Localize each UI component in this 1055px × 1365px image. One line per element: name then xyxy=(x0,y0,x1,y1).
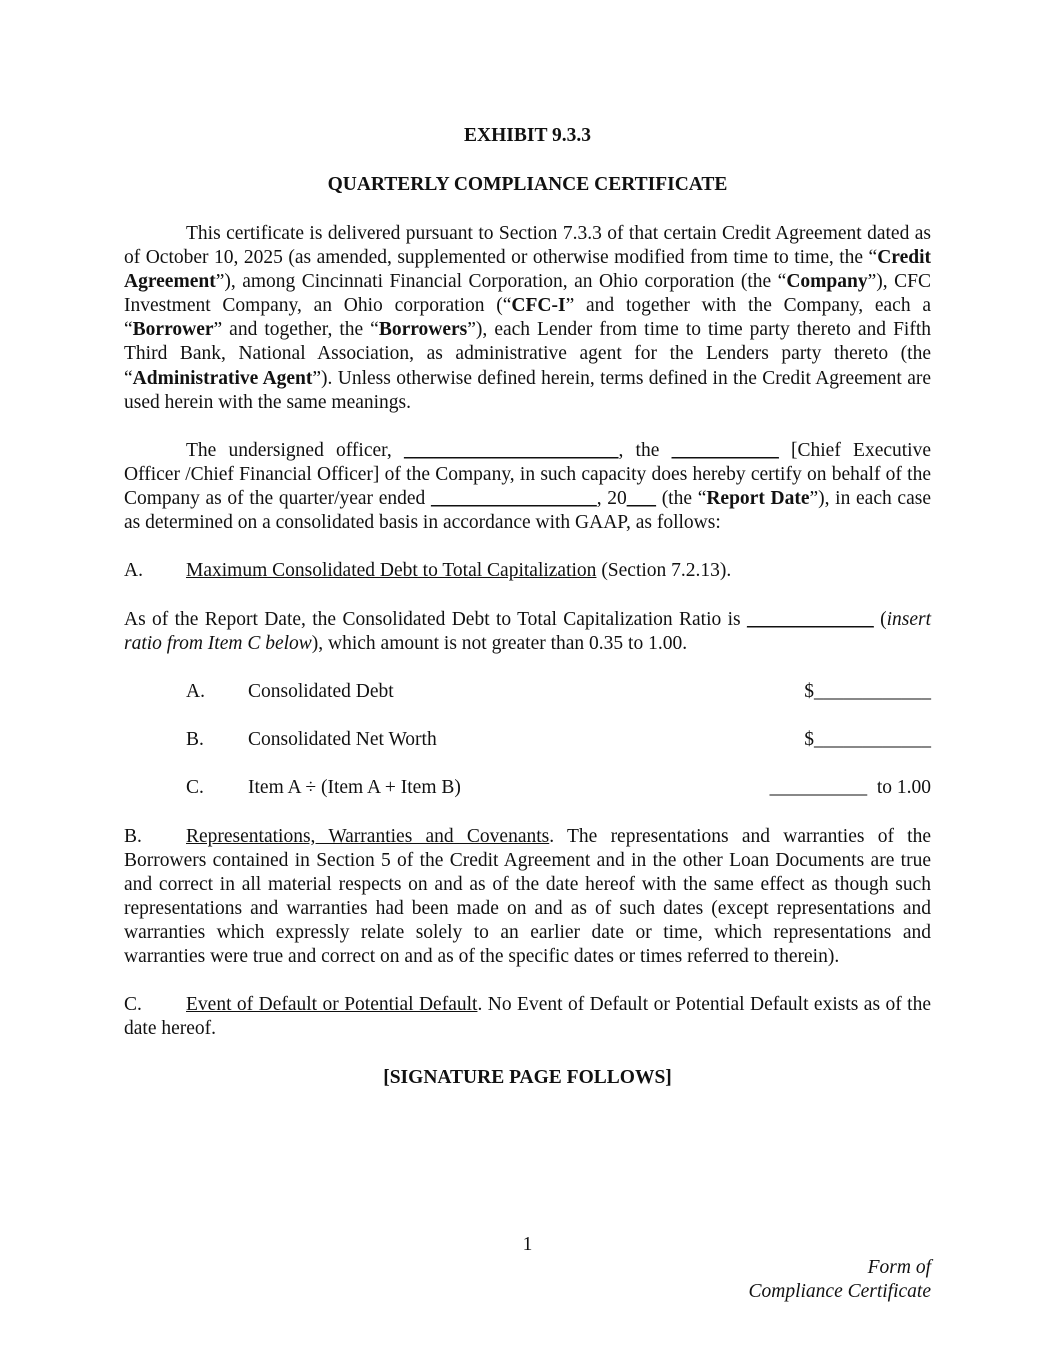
section-b-text: . The representations and warranties of the Borrowers contained in Section 5 of the Credit Agreement and in the other Loan Documents are true and correct in all material respects on and as of the date hereof with the same effect as though such representations and warranties had been made on and as of such dates (except representations and warranties which expressly relate solely to an earlier date or time, which representations and warranties were true and correct on and as of the specific dates or times referred to therein). xyxy=(124,826,931,968)
officer-title-blank: ___________ xyxy=(671,440,779,461)
document-title: QUARTERLY COMPLIANCE CERTIFICATE xyxy=(327,174,728,195)
term-report-date: Report Date xyxy=(706,488,810,510)
officer-name-blank: ______________________ xyxy=(403,440,619,461)
calc-row-ratio xyxy=(124,776,931,800)
insert-ratio-note: insert ratio from Item C below xyxy=(124,609,932,655)
cert-text-5: (the “ xyxy=(656,488,707,510)
calc-row-consolidated-net-worth xyxy=(124,728,931,752)
intro-text-3: ”), CFC Investment Company, an Ohio corporation (“ xyxy=(124,271,931,317)
cert-text-2: , the xyxy=(618,440,672,461)
calc-row-amount-blank: __________ to 1.00 xyxy=(769,777,931,798)
intro-text-5: ” and together, the “ xyxy=(213,319,379,341)
section-b-title: Representations, Warranties and Covenants xyxy=(186,826,550,847)
term-credit-agreement: Credit Agreement xyxy=(124,247,931,293)
intro-text-1: This certificate is delivered pursuant to Section 7.3.3 of that certain Credit Agreement dated as of October 10, 2025 (as amended, supplemented or otherwise modified from time to time, the “ xyxy=(124,223,931,269)
intro-paragraph xyxy=(124,222,931,415)
section-a-letter: A. xyxy=(124,560,143,581)
signature-page-note: [SIGNATURE PAGE FOLLOWS] xyxy=(383,1067,672,1088)
year-blank: ___ xyxy=(626,488,657,510)
section-a-text-3: ), which amount is not greater than 0.35 to 1.00. xyxy=(311,633,688,655)
intro-text-4: ” and together with the Company, each a “ xyxy=(124,295,931,341)
section-c-letter: C. xyxy=(124,994,142,1015)
calc-row-label: Item A ÷ (Item A + Item B) xyxy=(248,777,461,798)
section-b-paragraph xyxy=(124,825,931,970)
cert-text-4: , 20 xyxy=(596,488,627,510)
calc-row-label: Consolidated Debt xyxy=(248,681,394,702)
section-c-text: . No Event of Default or Potential Default exists as of the date hereof. xyxy=(124,994,931,1040)
calc-row-amount-blank: $____________ xyxy=(804,729,931,750)
term-borrower: Borrower xyxy=(132,319,214,341)
term-cfc-i: CFC-I xyxy=(511,295,566,317)
calc-row-letter: B. xyxy=(186,729,204,750)
page-number: 1 xyxy=(522,1234,533,1255)
section-a-paragraph xyxy=(124,608,931,656)
calc-row-amount-blank: $____________ xyxy=(804,681,931,702)
intro-text-7: ”). Unless otherwise defined herein, terms defined in the Credit Agreement are used herein with the same meanings. xyxy=(124,367,931,413)
calc-row-label: Consolidated Net Worth xyxy=(248,729,437,750)
certification-paragraph xyxy=(124,439,931,535)
footer-form-title xyxy=(748,1256,931,1304)
section-a-title: Maximum Consolidated Debt to Total Capitalization xyxy=(186,560,597,581)
calc-row-consolidated-debt xyxy=(124,680,931,704)
quarter-end-blank: _________________ xyxy=(430,488,597,510)
section-a-reference: (Section 7.2.13). xyxy=(596,560,732,581)
cert-text-1: The undersigned officer, xyxy=(186,440,404,461)
section-a-text-2: ( xyxy=(873,609,887,630)
intro-text-2: ”), among Cincinnati Financial Corporation, an Ohio corporation (the “ xyxy=(215,271,787,293)
document-page xyxy=(124,0,931,1365)
ratio-blank: _____________ xyxy=(746,609,874,630)
exhibit-number: EXHIBIT 9.3.3 xyxy=(464,125,591,146)
section-c-title: Event of Default or Potential Default xyxy=(186,994,478,1015)
calc-row-letter: C. xyxy=(186,777,204,798)
section-c-paragraph xyxy=(124,993,931,1041)
cert-text-6: ”), in each case as determined on a consolidated basis in accordance with GAAP, as follows: xyxy=(124,488,931,534)
section-a-heading xyxy=(124,559,931,583)
section-b-letter: B. xyxy=(124,826,142,847)
intro-text-6: ”), each Lender from time to time party thereto and Fifth Third Bank, National Association, as administrative agent for the Lenders party thereto (the “ xyxy=(124,319,931,389)
calc-row-letter: A. xyxy=(186,681,205,702)
term-company: Company xyxy=(786,271,868,293)
footer-line-2: Compliance Certificate xyxy=(748,1281,931,1302)
term-administrative-agent: Administrative Agent xyxy=(132,367,313,389)
cert-text-3: [Chief Executive Officer /Chief Financial Officer] of the Company, in such capacity does hereby certify on behalf of the Company as of the quarter/year ended xyxy=(124,440,932,510)
term-borrowers: Borrowers xyxy=(378,319,468,341)
section-a-text-1: As of the Report Date, the Consolidated Debt to Total Capitalization Ratio is xyxy=(124,609,747,630)
footer-line-1: Form of xyxy=(867,1257,931,1278)
